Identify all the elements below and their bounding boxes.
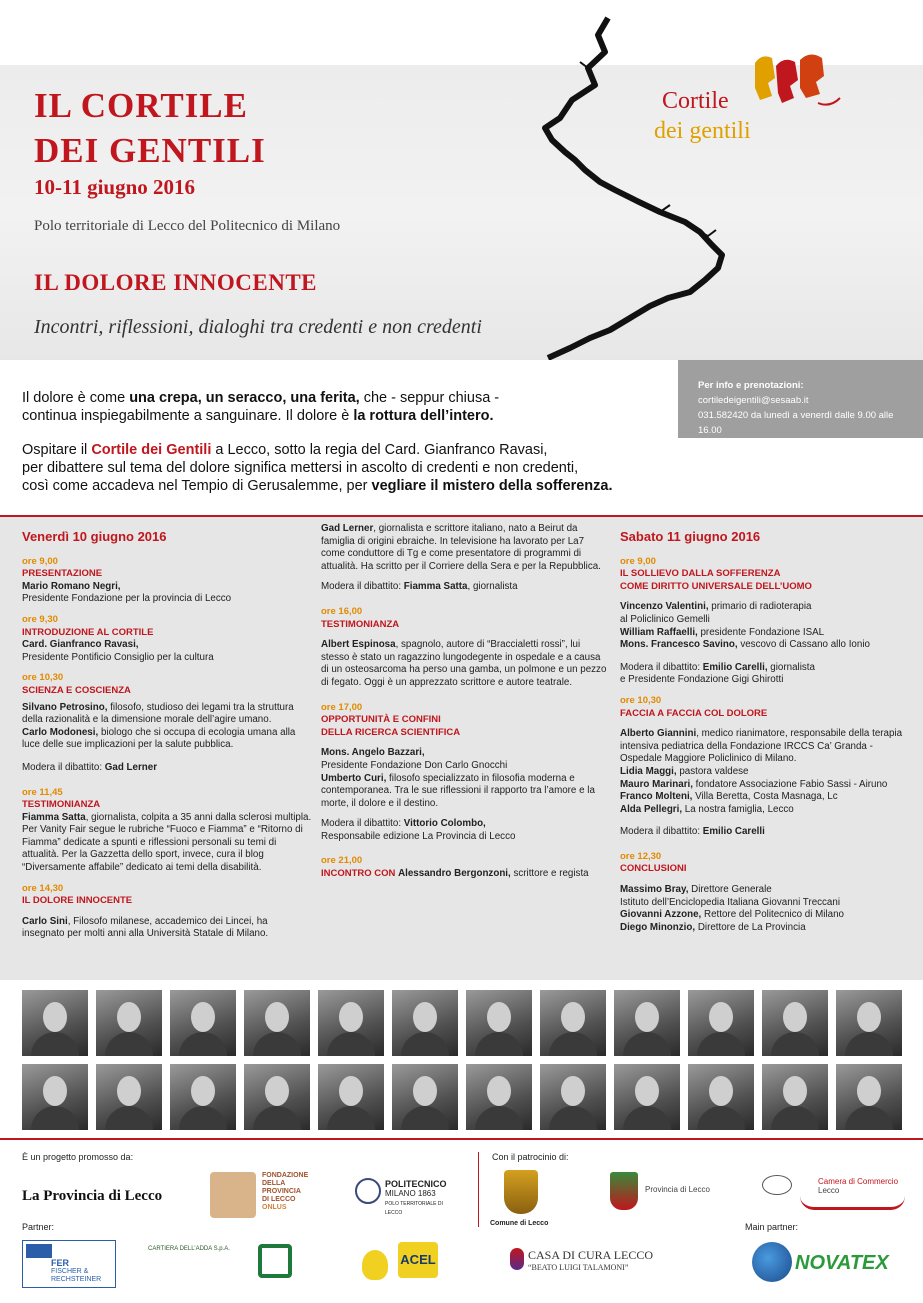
event-item — [620, 695, 910, 839]
speaker-photo — [318, 990, 384, 1056]
fer-text-line: RECHSTEINER — [51, 1276, 102, 1283]
intro-text-run: Ospitare il — [22, 442, 92, 458]
speaker-photo — [392, 1064, 458, 1130]
acel-logo: ACEL — [398, 1242, 438, 1278]
intro-red-run: Cortile dei Gentili — [91, 442, 212, 458]
event-title: PRESENTAZIONE — [22, 568, 103, 580]
day-heading: Venerdì 10 giugno 2016 — [22, 529, 167, 544]
speaker-desc: filosofo specializzato in filosofia moderna e contemporanea. Tra le sue riflessioni il rapporto tra l’amore e la morte, il dolore e il destino. — [321, 772, 595, 809]
patronage-label: Con il patrocinio di: — [492, 1152, 569, 1162]
event-item — [22, 614, 312, 664]
provincia-crest-icon — [610, 1172, 638, 1210]
event-title: COME DIRITTO UNIVERSALE DELL’UOMO — [620, 580, 812, 592]
intro-paragraph-1 — [22, 389, 662, 425]
speaker-photo — [540, 1064, 606, 1130]
intro-text — [22, 389, 662, 511]
speaker-desc: , Filosofo milanese, accademico dei Lincei, ha insegnato per molti anni alla Università Statale di Milano. — [22, 915, 269, 940]
speaker-name: William Raffaelli, — [620, 626, 698, 638]
casa-di-cura-logo — [528, 1248, 653, 1272]
speaker-name: Lidia Maggi, — [620, 765, 677, 777]
event-item — [321, 702, 609, 844]
speaker-name: Alda Pellegri, — [620, 803, 683, 815]
event-time: ore 9,00 — [620, 555, 656, 567]
speaker-photo — [614, 1064, 680, 1130]
event-title-line1: IL CORTILE — [34, 86, 248, 125]
polimi-text-line: LECCO — [385, 1210, 403, 1216]
speaker-desc: Istituto dell’Enciclopedia Italiana Giovanni Treccani — [620, 896, 841, 908]
event-venue: Polo territoriale di Lecco del Politecnico di Milano — [34, 218, 341, 234]
event-title-line2: DEI GENTILI — [34, 131, 266, 170]
speaker-photo — [22, 990, 88, 1056]
speaker-photo — [540, 990, 606, 1056]
speaker-photo — [614, 990, 680, 1056]
comune-label: Comune di Lecco — [490, 1220, 549, 1227]
moderator-label: Modera il dibattito: — [620, 661, 703, 673]
speaker-photo — [170, 1064, 236, 1130]
speaker-desc: Villa Beretta, Costa Masnaga, Lc — [692, 791, 838, 803]
speaker-desc: pastora valdese — [676, 765, 749, 777]
speaker-photo — [466, 990, 532, 1056]
fer-text-line: FISCHER & — [51, 1268, 89, 1275]
speaker-name: Umberto Curi, — [321, 772, 387, 784]
event-time: ore 9,30 — [22, 613, 58, 625]
speaker-photo — [244, 990, 310, 1056]
speaker-name: Silvano Petrosino, — [22, 701, 108, 713]
event-time: ore 17,00 — [321, 701, 363, 713]
moderator-label: Modera il dibattito: — [321, 818, 404, 830]
event-item — [321, 523, 609, 594]
info-box — [678, 360, 923, 451]
intro-text-run: continua inspiegabilmente a sanguinare. Il dolore è — [22, 408, 354, 424]
fer-text-line: FER — [51, 1258, 69, 1268]
speaker-photo — [170, 990, 236, 1056]
speaker-desc: Direttore Generale — [688, 884, 772, 896]
speaker-photo — [836, 1064, 902, 1130]
speaker-desc: La nostra famiglia, Lecco — [682, 803, 794, 815]
info-line-1 — [698, 378, 913, 408]
speaker-name: Mauro Marinari, — [620, 778, 693, 790]
info-address: via Previati, 1/c Lecco — [814, 440, 910, 451]
speaker-desc: scrittore e regista — [510, 868, 589, 880]
info-line-2: 031.582420 da lunedì a venerdì dalle 9.00 alle 16.00 — [698, 410, 894, 436]
intro-bold-run: una crepa, un seracco, una ferita, — [129, 390, 360, 406]
speaker-name: Card. Gianfranco Ravasi, — [22, 639, 139, 651]
casa-text-line: “BEATO LUIGI TALAMONI” — [528, 1263, 629, 1272]
cartiera-label: CARTIERA DELL’ADDA S.p.A. — [148, 1246, 230, 1252]
moderator-name: Emilio Carelli — [702, 826, 765, 838]
info-email[interactable]: cortiledeigentili@sesaab.it — [698, 395, 809, 406]
speaker-name: Giovanni Azzone, — [620, 909, 702, 921]
intro-paragraph-2 — [22, 441, 662, 495]
event-subtitle: IL DOLORE INNOCENTE — [34, 270, 318, 295]
acel-bulb-icon — [362, 1250, 388, 1280]
fondazione-text-line: DI LECCO — [262, 1196, 296, 1203]
camera-commercio-label — [818, 1177, 898, 1195]
intro-text-run: Il dolore è come — [22, 390, 130, 406]
event-item — [22, 787, 312, 875]
event-item — [620, 851, 910, 935]
event-title: FACCIA A FACCIA COL DOLORE — [620, 707, 768, 719]
moderator-label: Modera il dibattito: — [620, 826, 703, 838]
speaker-desc: filosofo, studioso dei legami tra la struttura della razionalità e la dimensione morale dell’agire umano. — [22, 701, 294, 726]
moderator-label: Modera il dibattito: — [321, 581, 404, 593]
camera-text-line: Lecco — [818, 1186, 840, 1195]
speaker-desc: biologo che si occupa di ecologia umana alla luce delle sue implicazioni per la salute pubblica. — [22, 726, 296, 751]
speaker-name: Carlo Modonesi, — [22, 726, 99, 738]
speaker-photo — [688, 990, 754, 1056]
event-time: ore 16,00 — [321, 605, 363, 617]
program-column-saturday — [620, 527, 910, 942]
casa-text-line: CASA DI CURA LECCO — [528, 1248, 654, 1262]
speaker-desc: Presidente Pontificio Consiglio per la cultura — [22, 651, 214, 663]
comune-crest-icon — [504, 1170, 538, 1214]
speaker-photo — [688, 1064, 754, 1130]
event-time: ore 14,30 — [22, 882, 64, 894]
event-title: SCIENZA E COSCIENZA — [22, 684, 131, 696]
polimi-seal-icon — [355, 1178, 381, 1204]
camera-emblem-icon — [762, 1175, 792, 1195]
novatex-logo: NOVATEX — [795, 1252, 889, 1274]
fer-mark-icon — [26, 1244, 52, 1258]
program-column-friday — [22, 527, 312, 949]
fondazione-logo-text — [262, 1172, 308, 1212]
fondazione-text-line: ONLUS — [262, 1204, 287, 1211]
speaker-desc: Presidente Fondazione per la provincia di Lecco — [22, 593, 232, 605]
la-provincia-logo: La Provincia di Lecco — [22, 1188, 163, 1204]
speaker-photo — [836, 990, 902, 1056]
divider — [0, 1138, 923, 1140]
promoted-by-label: È un progetto promosso da: — [22, 1152, 134, 1162]
event-dates: 10-11 giugno 2016 — [34, 175, 196, 199]
fondazione-text-line: DELLA — [262, 1180, 286, 1187]
moderator-desc: e Presidente Fondazione Gigi Ghirotti — [620, 674, 784, 686]
fondazione-text-line: FONDAZIONE — [262, 1172, 309, 1179]
speaker-name: Vincenzo Valentini, — [620, 601, 709, 613]
moderator-name: Vittorio Colombo, — [403, 818, 486, 830]
polimi-text-line: POLO TERRITORIALE DI — [385, 1201, 443, 1207]
sponsor-separator — [478, 1152, 479, 1227]
moderator-name: Fiamma Satta — [403, 581, 468, 593]
speaker-name: Carlo Sini — [22, 915, 68, 927]
event-time: ore 10,30 — [22, 672, 64, 684]
speaker-desc: al Policlinico Gemelli — [620, 613, 710, 625]
event-title: DELLA RICERCA SCIENTIFICA — [321, 726, 461, 738]
main-partner-label: Main partner: — [745, 1222, 799, 1232]
logo-word-deigentili: dei gentili — [654, 118, 751, 144]
speaker-photo — [96, 990, 162, 1056]
intro-bold-run: vegliare il mistero della sofferenza. — [371, 478, 613, 494]
event-time: ore 10,30 — [620, 694, 662, 706]
speaker-photo — [762, 990, 828, 1056]
moderator-name: Gad Lerner — [104, 761, 158, 773]
logo-word-cortile: Cortile — [662, 88, 729, 114]
moderator-desc: , giornalista — [467, 581, 518, 593]
moderator-desc: Responsabile edizione La Provincia di Lecco — [321, 830, 516, 842]
polimi-text-line: MILANO 1863 — [385, 1189, 436, 1198]
intro-text-run: per dibattere sul tema del dolore significa mettersi in ascolto di credenti e non credenti, — [22, 460, 579, 476]
moderator-name: Emilio Carelli, — [702, 661, 768, 673]
speaker-photo — [762, 1064, 828, 1130]
program-section — [0, 517, 923, 980]
intro-text-run: a Lecco, sotto la regia del Card. Gianfranco Ravasi, — [211, 442, 548, 458]
cortile-logo — [650, 48, 850, 158]
intro-bold-run: la rottura dell’intero. — [353, 408, 494, 424]
fondazione-text-line: PROVINCIA — [262, 1188, 301, 1195]
info-line-3 — [698, 438, 913, 453]
speaker-desc: presidente Fondazione ISAL — [697, 626, 825, 638]
program-column-friday-cont — [321, 523, 609, 889]
speaker-name: Franco Molteni, — [620, 791, 693, 803]
event-title: IL SOLLIEVO DALLA SOFFERENZA — [620, 568, 781, 580]
speaker-photo — [392, 990, 458, 1056]
cartiera-mark-icon — [258, 1244, 292, 1278]
speaker-name: Mons. Francesco Savino, — [620, 639, 738, 651]
speaker-desc: primario di radioterapia — [708, 601, 812, 613]
speaker-desc: vescovo di Cassano allo Ionio — [737, 639, 870, 651]
intro-text-run: così come accadeva nel Tempio di Gerusalemme, per — [22, 478, 372, 494]
speaker-desc: , giornalista, colpita a 35 anni dalla sclerosi multipla. Per Vanity Fair segue le rubriche “Fuoco e Fiamma” e “Ritorno di Fiamma” dedicate a spunti e riflessioni personali su temi di attualità. Per la Gazzetta dello sport, invece, cura il blog “Diversamente affabile” dedicato ai temi della disabilità. — [22, 811, 312, 874]
speaker-photo — [96, 1064, 162, 1130]
polimi-text-line: POLITECNICO — [385, 1179, 447, 1189]
speaker-photo — [22, 1064, 88, 1130]
hero-header — [0, 0, 923, 360]
event-tagline: Incontri, riflessioni, dialoghi tra credenti e non credenti — [34, 316, 482, 338]
provincia-lecco-label: Provincia di Lecco — [645, 1185, 710, 1194]
polimi-logo-text — [385, 1180, 447, 1218]
intro-text-run: che - seppur chiusa - — [359, 390, 500, 406]
speaker-name: Alessandro Bergonzoni, — [398, 868, 511, 880]
event-time: ore 11,45 — [22, 786, 63, 798]
event-title: TESTIMONIANZA — [321, 618, 400, 630]
event-title: CONCLUSIONI — [620, 863, 687, 875]
event-title: INTRODUZIONE AL CORTILE — [22, 626, 154, 638]
speaker-photo — [466, 1064, 532, 1130]
event-title: TESTIMONIANZA — [22, 799, 101, 811]
speaker-name: Massimo Bray, — [620, 884, 689, 896]
event-item — [22, 672, 312, 774]
speaker-name: Alberto Giannini — [620, 728, 697, 740]
speaker-desc: Rettore del Politecnico di Milano — [701, 909, 844, 921]
speaker-name: Fiamma Satta — [22, 811, 86, 823]
camera-text-line: Camera di Commercio — [818, 1177, 899, 1186]
partner-label: Partner: — [22, 1222, 55, 1232]
day-heading: Sabato 11 giugno 2016 — [620, 529, 761, 544]
fer-logo — [22, 1240, 116, 1288]
camera-swoosh-icon — [800, 1196, 905, 1210]
event-item — [22, 883, 312, 941]
event-item — [620, 556, 910, 687]
speaker-desc: fondatore Associazione Fabio Sassi - Airuno — [692, 778, 888, 790]
speaker-name: Diego Minonzio, — [620, 921, 696, 933]
event-item — [22, 556, 312, 606]
novatex-globe-icon — [752, 1242, 792, 1282]
speaker-name: Gad Lerner — [321, 523, 374, 534]
speaker-desc: Direttore de La Provincia — [695, 921, 806, 933]
speaker-name: Mons. Angelo Bazzari, — [321, 747, 425, 759]
speaker-desc: , spagnolo, autore di “Braccialetti rossi”, lui stesso è stato un ragazzino lungodegente in ospedale e a causa di un osteosarcoma ha perso una gamba, un polmone e un pezzo di fegato. Oggi è un apprezzato scrittore e autore teatrale. — [321, 639, 607, 688]
speaker-name: Albert Espinosa — [321, 639, 396, 651]
event-time: ore 12,30 — [620, 850, 662, 862]
speaker-photo — [318, 1064, 384, 1130]
event-item — [321, 606, 609, 690]
speaker-desc: , medico rianimatore, responsabile della terapia intensiva pediatrica della Fondazione IRCCS Ca’ Granda - Ospedale Maggiore Policlinico di Milano. — [620, 728, 903, 765]
casa-di-cura-icon — [510, 1248, 524, 1270]
speaker-name: Mario Romano Negri, — [22, 580, 121, 592]
info-label: Polo Territoriale di Lecco: — [698, 440, 815, 451]
info-label: Per info e prenotazioni: — [698, 380, 804, 391]
event-title: IL DOLORE INNOCENTE — [22, 895, 133, 907]
event-title: OPPORTUNITÀ E CONFINI — [321, 714, 441, 726]
moderator-desc: giornalista — [767, 661, 815, 673]
speaker-desc: Presidente Fondazione Don Carlo Gnocchi — [321, 759, 508, 771]
moderator-label: Modera il dibattito: — [22, 761, 105, 773]
speaker-desc: , giornalista e scrittore italiano, nato a Beirut da famiglia di origini ebraiche. In televisione ha lavorato per La7 come conduttore di Tg e come presentatore di programmi di attualità. Ha scritto per il Corriere della Sera e per la Repubblica. — [321, 523, 601, 572]
event-item — [321, 855, 609, 880]
fondazione-emblem-icon — [210, 1172, 256, 1218]
event-time: ore 21,00 — [321, 855, 363, 867]
event-time: ore 9,00 — [22, 555, 58, 567]
event-title: INCONTRO CON — [321, 868, 399, 880]
speaker-photo — [244, 1064, 310, 1130]
